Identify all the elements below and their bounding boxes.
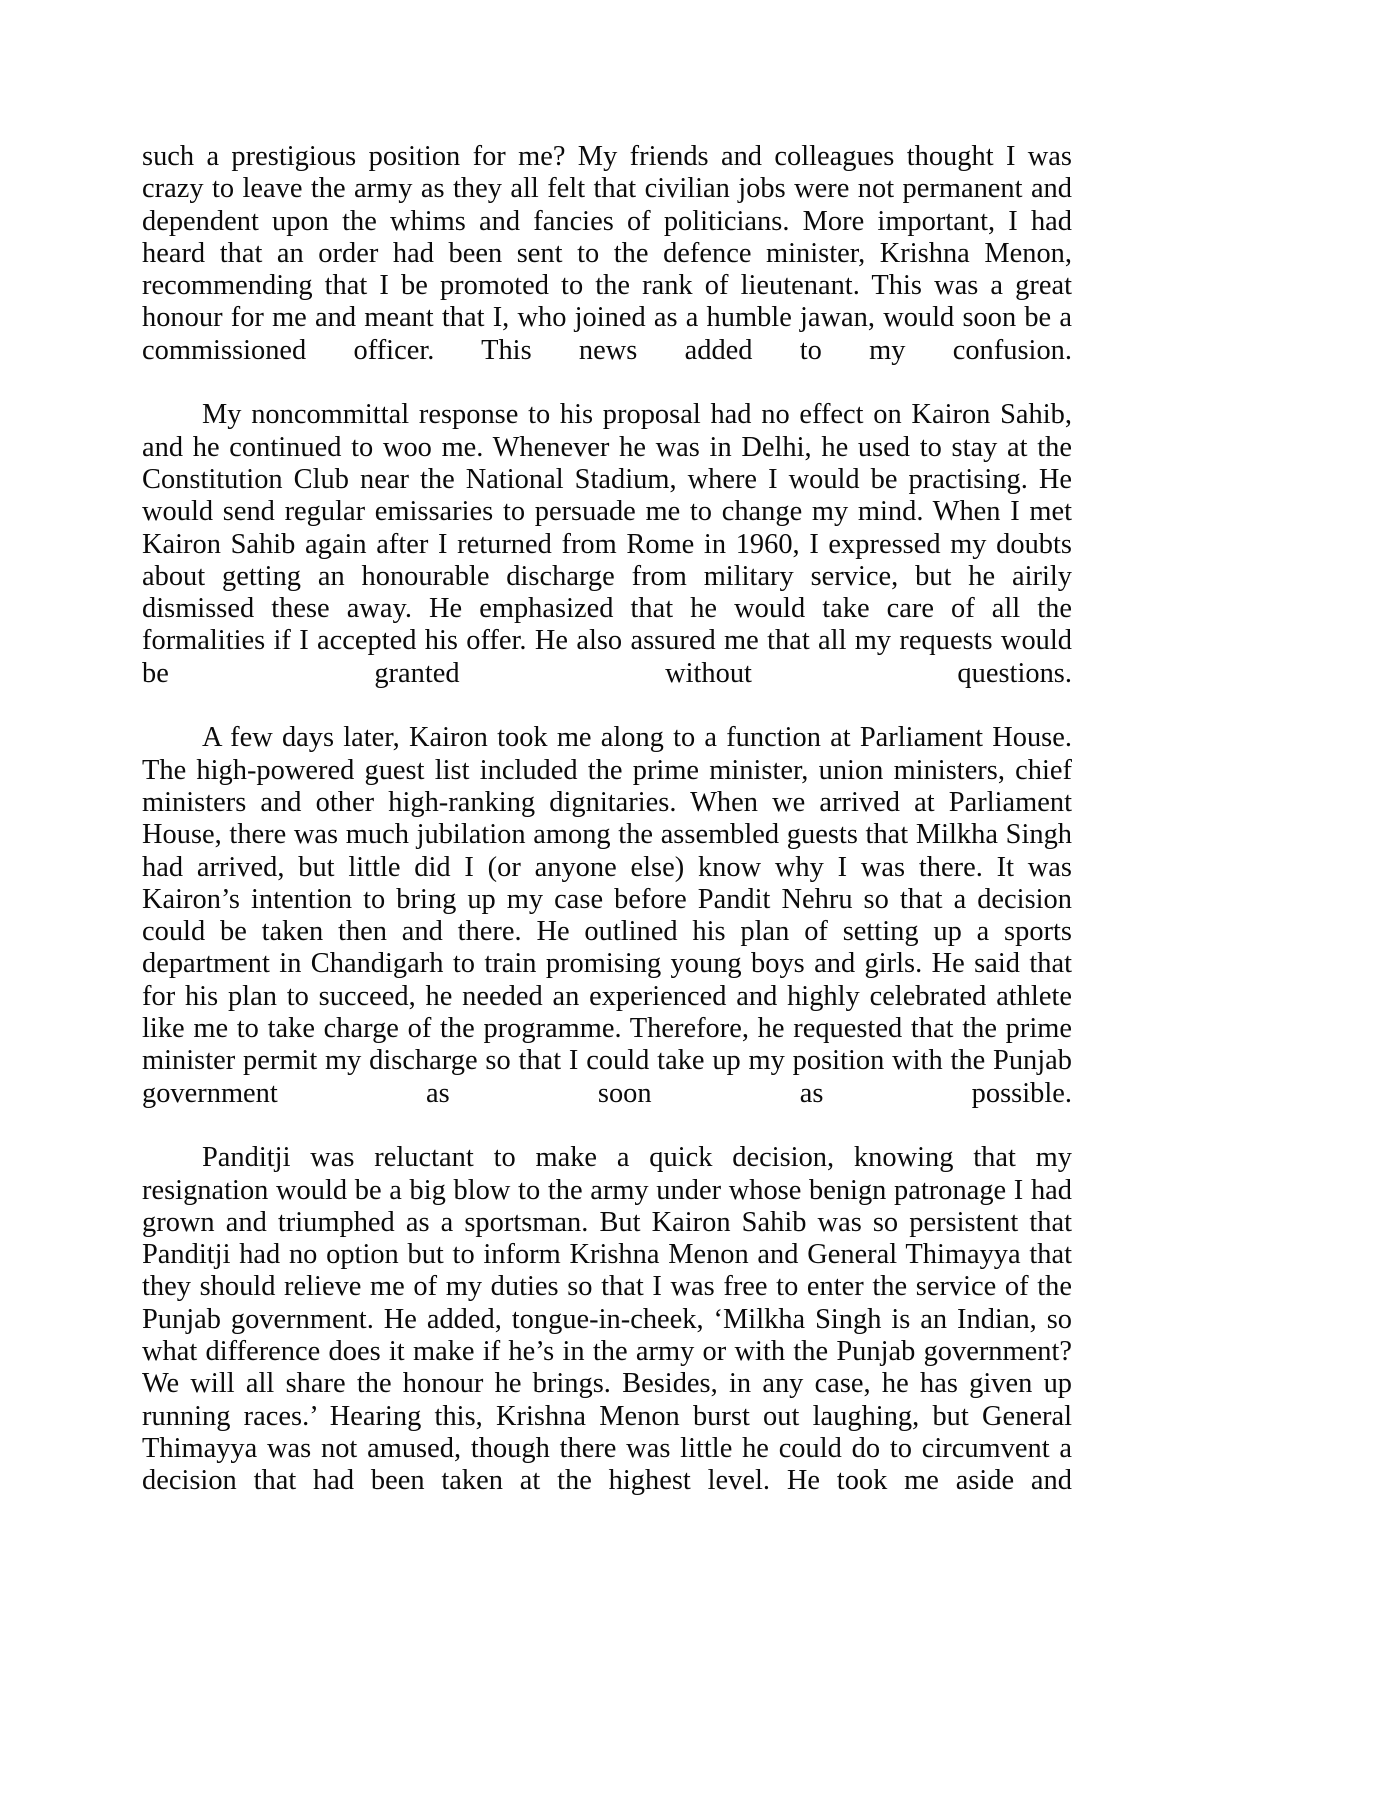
paragraph-3: A few days later, Kairon took me along to a function at Parliament House. The high-powered guest list included the prime minister, union ministers, chief ministers and other high-ranking dignitaries. When we arrived at Parliament House, there was much jubilation among the assembled guests that Milkha Singh had arrived, but little did I (or anyone else) know why I was there. It was Kairon’s intention to bring up my case before Pandit Nehru so that a decision could be taken then and there. He outlined his plan of setting up a sports department in Chandigarh to train promising young boys and girls. He said that for his plan to succeed, he needed an experienced and highly celebrated athlete like me to take charge of the programme. Therefore, he requested that the prime minister permit my discharge so that I could take up my position with the Punjab government as soon as possible.	[142, 722, 1072, 1109]
text-column	[142, 141, 1072, 1530]
paragraph-1: such a prestigious position for me? My friends and colleagues thought I was crazy to leave the army as they all felt that civilian jobs were not permanent and dependent upon the whims and fancies of politicians. More important, I had heard that an order had been sent to the defence minister, Krishna Menon, recommending that I be promoted to the rank of lieutenant. This was a great honour for me and meant that I, who joined as a humble jawan, would soon be a commissioned officer. This news added to my confusion.	[142, 141, 1072, 366]
paragraph-4: Panditji was reluctant to make a quick decision, knowing that my resignation would be a big blow to the army under whose benign patronage I had grown and triumphed as a sportsman. But Kairon Sahib was so persistent that Panditji had no option but to inform Krishna Menon and General Thimayya that they should relieve me of my duties so that I was free to enter the service of the Punjab government. He added, tongue-in-cheek, ‘Milkha Singh is an Indian, so what difference does it make if he’s in the army or with the Punjab government? We will all share the honour he brings. Besides, in any case, he has given up running races.’ Hearing this, Krishna Menon burst out laughing, but General Thimayya was not amused, though there was little he could do to circumvent a decision that had been taken at the highest level. He took me aside and	[142, 1142, 1072, 1497]
paragraph-2: My noncommittal response to his proposal had no effect on Kairon Sahib, and he continued to woo me. Whenever he was in Delhi, he used to stay at the Constitution Club near the National Stadium, where I would be practising. He would send regular emissaries to persuade me to change my mind. When I met Kairon Sahib again after I returned from Rome in 1960, I expressed my doubts about getting an honourable discharge from military service, but he airily dismissed these away. He emphasized that he would take care of all the formalities if I accepted his offer. He also assured me that all my requests would be granted without questions.	[142, 399, 1072, 689]
